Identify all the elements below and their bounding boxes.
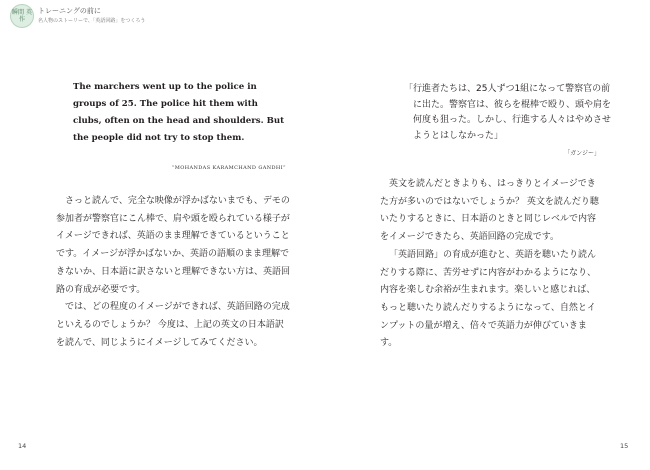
japanese-quote-text: 「行進者たちは、25人ずつ1組になって警察官の前に出た。警察官は、彼らを棍棒で殴り、頭や肩を何度も狙った。しかし、行進する人々はやめさせようとはしなかった」 — [404, 84, 612, 141]
left-body-text — [56, 193, 292, 352]
header-title: トレーニングの前に — [38, 7, 101, 15]
japanese-quote-attribution: 「ガンジー」 — [564, 150, 600, 157]
english-quote-attribution: “MOHANDAS KARAMCHAND GANDHI” — [171, 165, 286, 171]
page-number-right: 15 — [620, 442, 629, 450]
english-quote: The marchers went up to the police in groups of 25. The police hit them with clubs, often on the head and shoulders. But the people did not try to stop them. — [73, 82, 285, 143]
right-body-text — [380, 176, 603, 353]
japanese-quote — [404, 82, 614, 144]
right-paragraph-2: 「英語回路」の育成が進むと、英語を聴いたり読んだりする際に、苦労せずに内容がわかるようになり、内容を楽しむ余裕が生まれます。楽しいと感じれば、もっと聴いたり読んだりするようになって、自然とインプットの量が増え、倍々で英語力が伸びていきます。 — [380, 249, 597, 349]
left-paragraph-1: さっと読んで、完全な映像が浮かばないまでも、デモの参加者が警察官にこん棒で、肩や頭を殴られている様子がイメージできれば、英語のまま理解できているということです。イメージが浮かばないか、英語の語順のまま理解できないか、日本語に訳さないと理解できない方は、英語回路の育成が必要です。 — [56, 196, 291, 295]
right-paragraph-1: 英文を読んだときよりも、はっきりとイメージできた方が多いのではないでしょうか？ 英文を読んだり聴いたりするときに、日本語のときと同じレベルで内容をイメージできたら、英語回路の完成です。 — [380, 179, 599, 243]
section-badge-text: 瞬間 英作 — [12, 9, 32, 23]
header-subtitle: 名人物のストーリーで、「英語回路」をつくろう — [38, 18, 146, 24]
section-badge-icon — [10, 4, 34, 28]
left-paragraph-2: では、どの程度のイメージができれば、英語回路の完成といえるのでしょうか？ 今度は、上記の英文の日本語訳を読んで、同じようにイメージしてみてください。 — [56, 302, 290, 348]
page-number-left: 14 — [18, 442, 27, 450]
